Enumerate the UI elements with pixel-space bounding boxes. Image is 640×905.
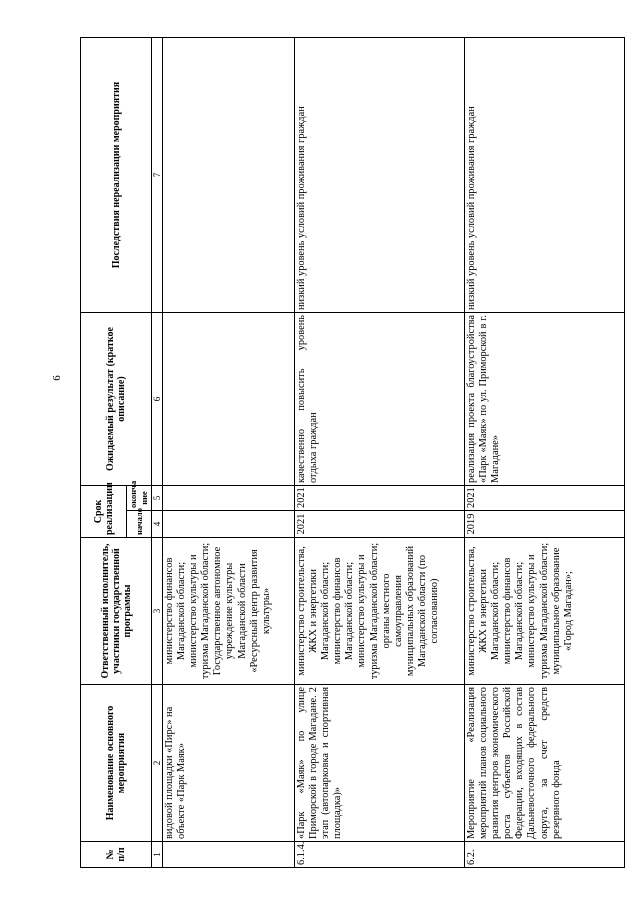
header-name: Наименование основного мероприятия <box>81 685 152 842</box>
column-number: 2 <box>152 685 163 842</box>
row-executor: министерство финансов Магаданской области; министерство культуры и туризма Магаданской области; Государственное автономное учреждение культуры Магаданской области «Ресурсный центр развития культуры» <box>163 538 295 685</box>
row-result: качественно повысить уровень отдыха граждан <box>295 313 465 486</box>
table-row <box>163 38 295 868</box>
row-end: 2021 <box>465 486 625 511</box>
column-number: 4 <box>152 511 163 538</box>
header-consequences: Последствия нереализации мероприятия <box>81 38 152 313</box>
row-executor: министерство строительства, ЖКХ и энергетики Магаданской области; министерство финансов Магаданской области; министерство культуры и туризма Магаданской области; органы местного самоуправления муниципальных образований Магаданской области (по согласованию) <box>295 538 465 685</box>
row-start: 2019 <box>465 511 625 538</box>
row-num: 6.1.4. <box>295 842 465 868</box>
row-name: «Парк «Маяк» по улице Приморской в городе Магадане. 2 этап (автопарковка и спортивная площадка)» <box>295 685 465 842</box>
program-table <box>80 37 625 868</box>
row-consequences: низкий уровень условий проживания граждан <box>465 38 625 313</box>
row-num: 6.2. <box>465 842 625 868</box>
column-number: 3 <box>152 538 163 685</box>
row-start <box>163 511 295 538</box>
row-end <box>163 486 295 511</box>
row-num <box>163 842 295 868</box>
header-end: оконча ние <box>127 486 152 511</box>
column-number: 1 <box>152 842 163 868</box>
column-number: 7 <box>152 38 163 313</box>
rotated-table-container <box>80 38 640 868</box>
row-result: реализация проекта благоустройства «Парк «Маяк» по ул. Приморской в г. Магадане» <box>465 313 625 486</box>
row-name: видовой площадки «Пирс» на объекте «Парк Маяк» <box>163 685 295 842</box>
row-consequences: низкий уровень условий проживания граждан <box>295 38 465 313</box>
column-number: 5 <box>152 486 163 511</box>
header-term: Срок реализации <box>81 486 127 538</box>
header-result: Ожидаемый результат (краткое описание) <box>81 313 152 486</box>
row-executor: министерство строительства, ЖКХ и энергетики Магаданской области; министерство финансов Магаданской области; министерство культуры и туризма Магаданской области; муниципальное образование «Город Магадан»; <box>465 538 625 685</box>
header-executor: Ответственный исполнитель, участники государственной программы <box>81 538 152 685</box>
header-num: № п/п <box>81 842 152 868</box>
row-end: 2021 <box>295 486 465 511</box>
table-row <box>465 38 625 868</box>
table-row <box>295 38 465 868</box>
page-number: 6 <box>50 375 63 381</box>
row-name: Мероприятие «Реализация мероприятий планов социального развития центров экономического роста субъектов Российской Федерации, входящих в состав Дальневосточного федерального округа, за счет средств резервного фонда <box>465 685 625 842</box>
row-start: 2021 <box>295 511 465 538</box>
header-start: начало <box>127 511 152 538</box>
row-result <box>163 313 295 486</box>
row-consequences <box>163 38 295 313</box>
column-number: 6 <box>152 313 163 486</box>
